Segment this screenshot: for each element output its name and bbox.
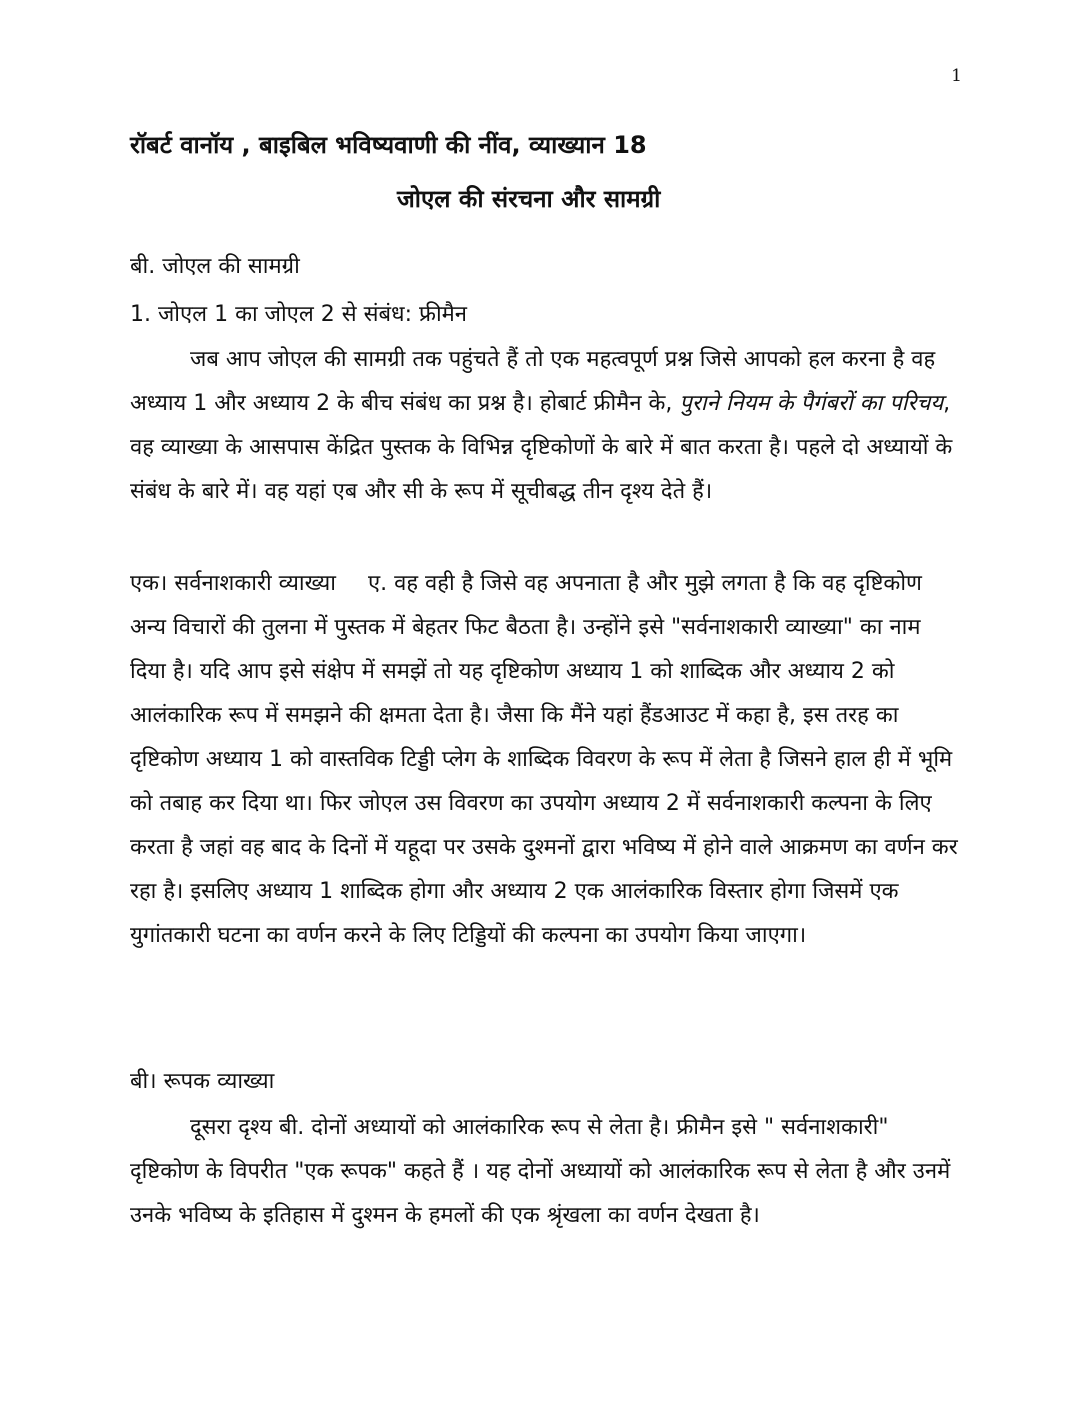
subsection-heading-1: 1. जोएल 1 का जोएल 2 से संबंध: फ्रीमैन [130, 302, 468, 327]
paragraph-apocalyptic-view [130, 562, 958, 958]
section-heading-allegorical: बी। रूपक व्याख्या [130, 1069, 275, 1094]
section-heading-b: बी. जोएल की सामग्री [130, 254, 300, 279]
paragraph-intro-text: जब आप जोएल की सामग्री तक पहुंचते हैं तो एक महत्वपूर्ण प्रश्न जिसे आपको हल करना है वह अध्याय 1 और अध्याय 2 के बीच संबंध का प्रश्न है। होबार्ट फ्रीमैन के, [130, 347, 936, 416]
paragraph-allegorical-view: दूसरा दृश्य बी. दोनों अध्यायों को आलंकारिक रूप से लेता है। फ्रीमैन इसे " सर्वनाशकारी" दृष्टिकोण के विपरीत "एक रूपक" कहते हैं । यह दोनों अध्यायों को आलंकारिक रूप से लेता है और उनमें उनके भविष्य के इतिहास में दुश्मन के हमलों की एक श्रृंखला का वर्णन देखता है। [130, 1115, 951, 1228]
paragraph-intro [130, 338, 958, 514]
book-title-italic: पुराने नियम के पैगंबरों का परिचय [679, 391, 944, 416]
apocalyptic-view-label: एक। सर्वनाशकारी व्याख्या [130, 571, 336, 596]
document-subtitle: जोएल की संरचना और सामग्री [397, 185, 661, 213]
paragraph-intro-text-cont: , वह व्याख्या के आसपास केंद्रित पुस्तक के विभिन्न दृष्टिकोणों के बारे में बात करता है। पहले दो अध्यायों के संबंध के बारे में। वह यहां एब और सी के रूप में सूचीबद्ध तीन दृश्य देते हैं। [130, 391, 953, 504]
page-number: 1 [951, 66, 962, 86]
apocalyptic-view-text: ए. वह वही है जिसे वह अपनाता है और मुझे लगता है कि वह दृष्टिकोण अन्य विचारों की तुलना में पुस्तक में बेहतर फिट बैठता है। उन्होंने इसे "सर्वनाशकारी व्याख्या" का नाम दिया है। यदि आप इसे संक्षेप में समझें तो यह दृष्टिकोण अध्याय 1 को शाब्दिक और अध्याय 2 को आलंकारिक रूप में समझने की क्षमता देता है। जैसा कि मैंने यहां हैंडआउट में कहा है, इस तरह का दृष्टिकोण अध्याय 1 को वास्तविक टिड्डी प्लेग के शाब्दिक विवरण के रूप में लेता है जिसने हाल ही में भूमि को तबाह कर दिया था। फिर जोएल उस विवरण का उपयोग अध्याय 2 में सर्वनाशकारी कल्पना के लिए करता है जहां वह बाद के दिनों में यहूदा पर उसके दुश्मनों द्वारा भविष्य में होने वाले आक्रमण का वर्णन कर रहा है। इसलिए अध्याय 1 शाब्दिक होगा और अध्याय 2 एक आलंकारिक विस्तार होगा जिसमें एक युगांतकारी घटना का वर्णन करने के लिए टिड्डियों की कल्पना का उपयोग किया जाएगा। [130, 571, 958, 948]
document-title: रॉबर्ट वानॉय , बाइबिल भविष्यवाणी की नींव, व्याख्यान 18 [130, 131, 647, 159]
